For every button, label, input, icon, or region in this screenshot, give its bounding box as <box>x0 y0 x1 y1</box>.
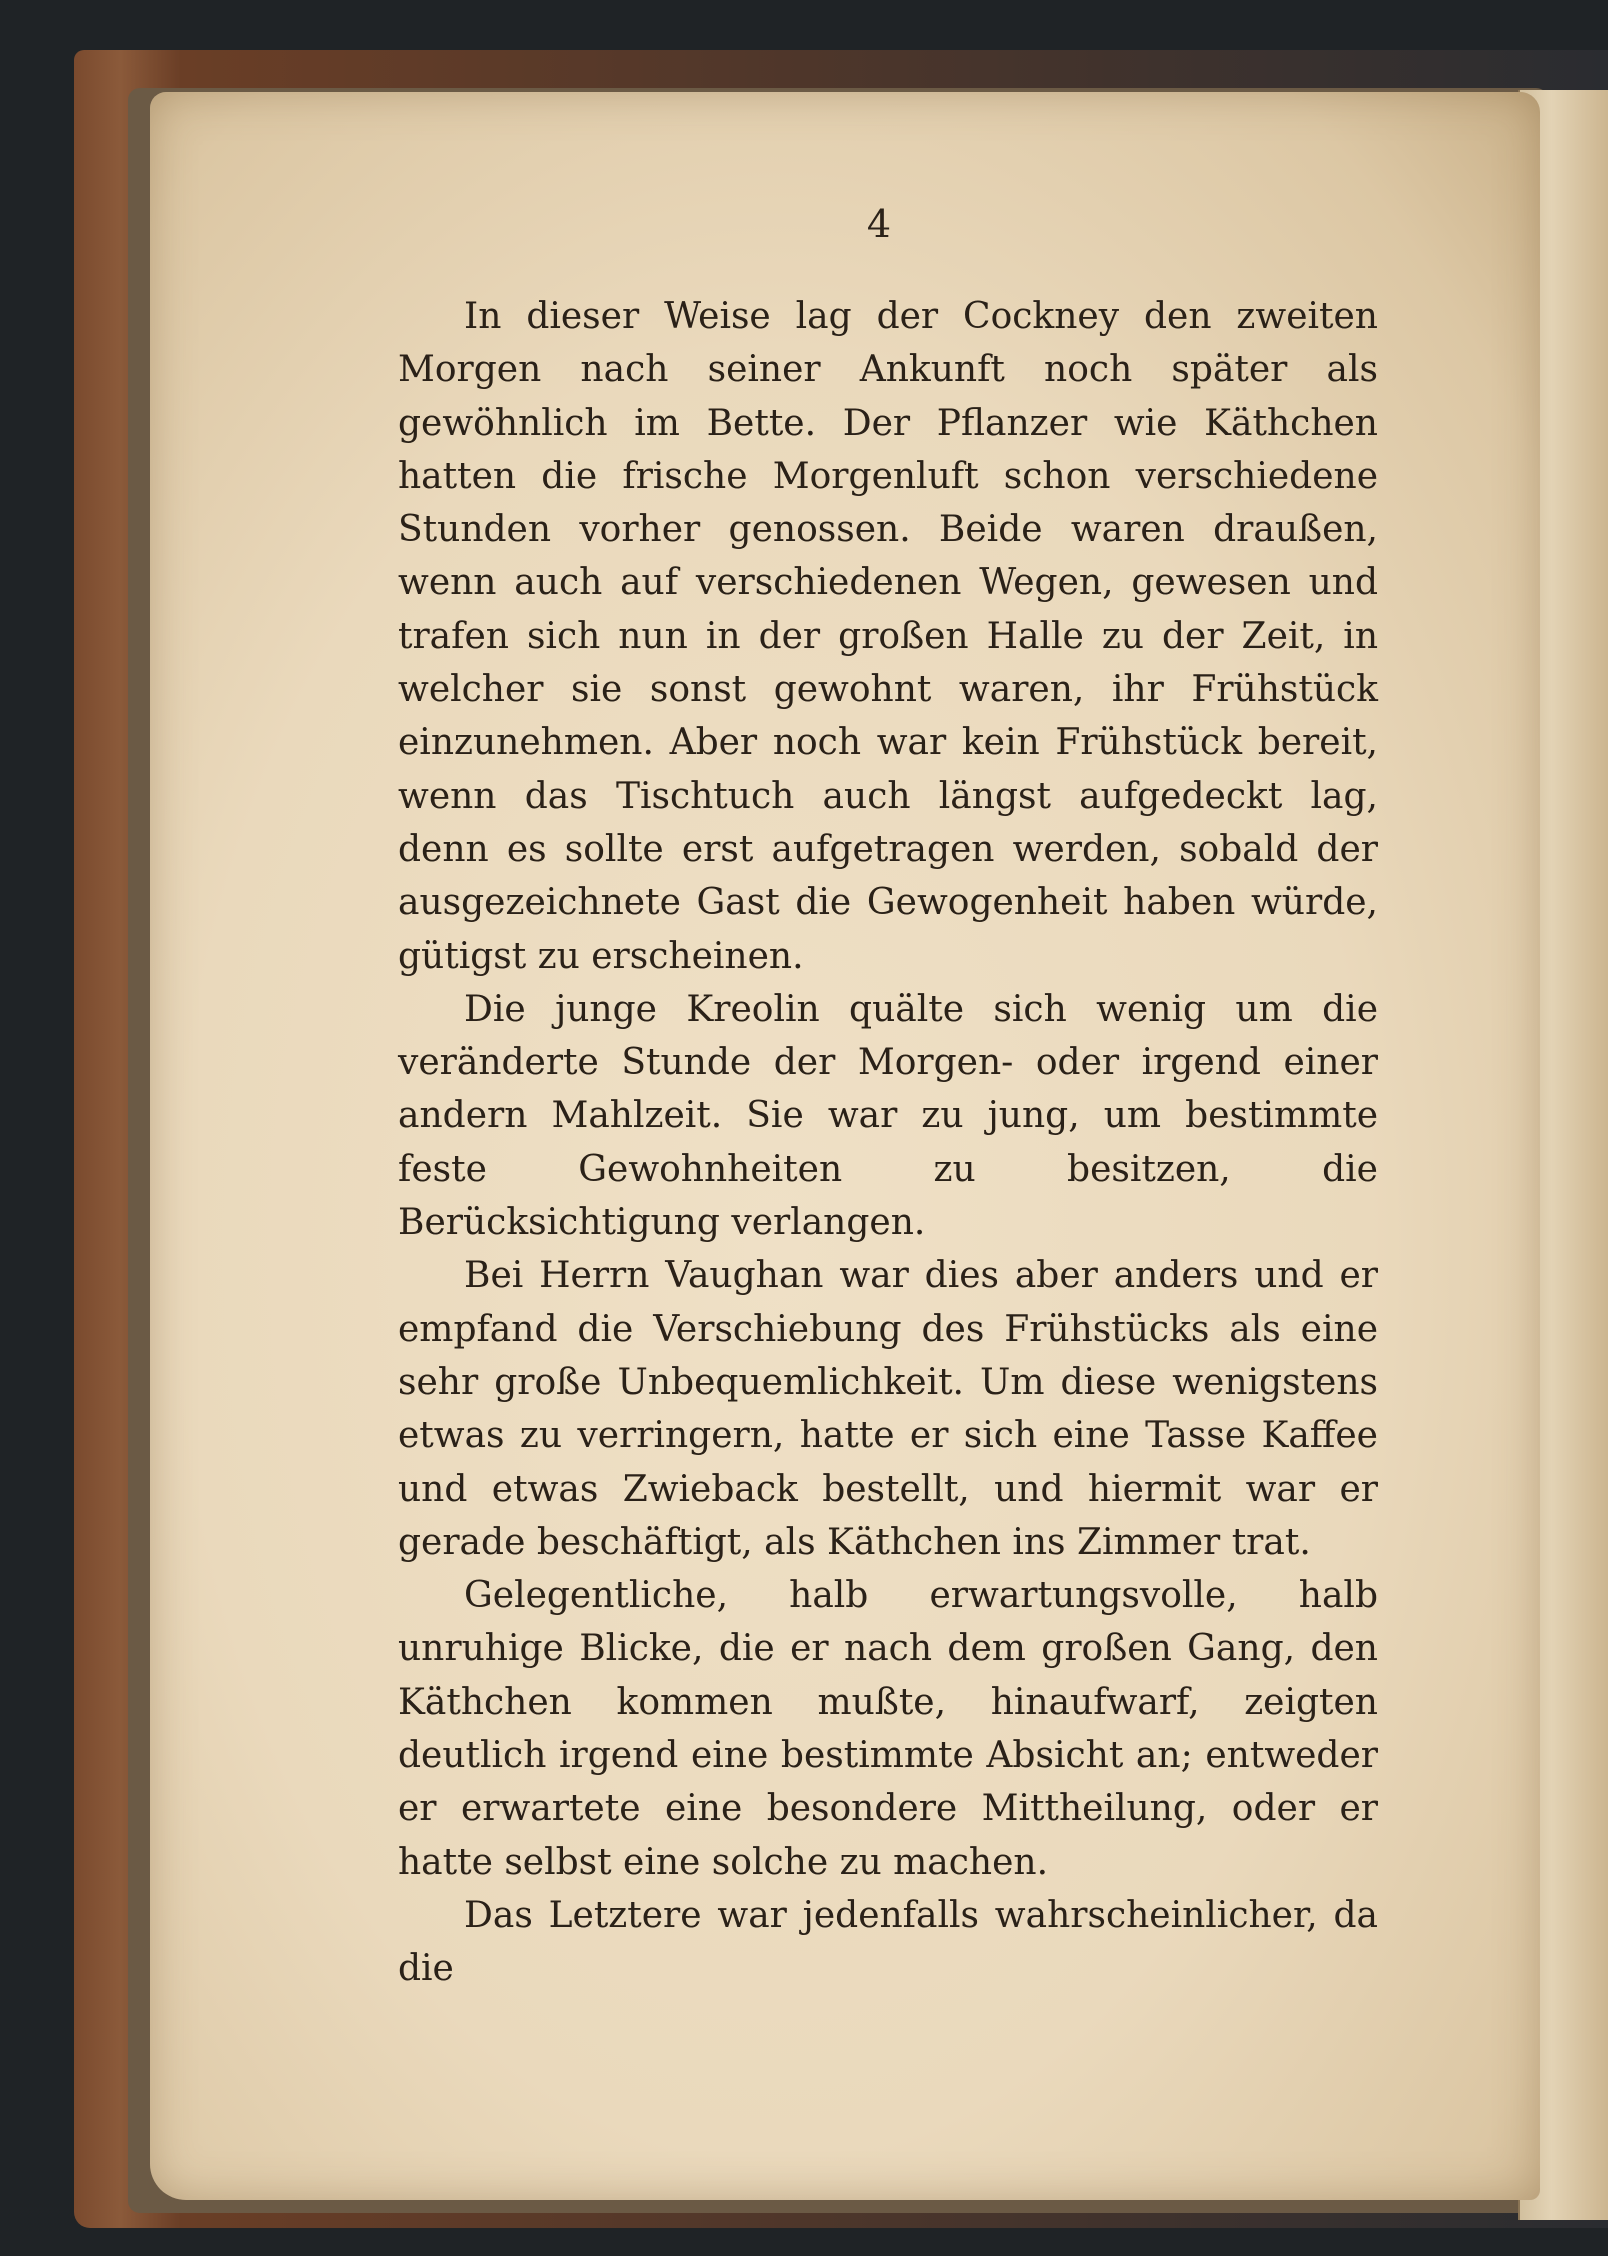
paragraph: Die junge Kreolin quälte sich wenig um die veränderte Stunde der Morgen- oder irgend einer andern Mahlzeit. Sie war zu jung, um bestimmte feste Gewohnheiten zu besitzen, die Berücksichtigung verlangen. <box>398 988 1378 1244</box>
paragraph: Das Letztere war jedenfalls wahrscheinlicher, da die <box>398 1894 1378 1990</box>
paragraph: In dieser Weise lag der Cockney den zweiten Morgen nach seiner Ankunft noch später als gewöhnlich im Bette. Der Pflanzer wie Käthchen hatten die frische Morgenluft schon verschiedene Stunden vorher genossen. Beide waren draußen, wenn auch auf verschiedenen Wegen, gewesen und trafen sich nun in der großen Halle zu der Zeit, in welcher sie sonst gewohnt waren, ihr Frühstück einzunehmen. Aber noch war kein Frühstück bereit, wenn das Tischtuch auch längst aufgedeckt lag, denn es sollte erst aufgetragen werden, sobald der ausgezeichnete Gast die Gewogenheit haben würde, gütigst zu erscheinen. <box>398 296 1378 977</box>
page-number: 4 <box>866 202 892 246</box>
paragraph: Gelegentliche, halb erwartungsvolle, halb unruhige Blicke, die er nach dem großen Gang, den Käthchen kommen mußte, hinaufwarf, zeigten deutlich irgend eine bestimmte Absicht an; entweder er erwartete eine besondere Mittheilung, oder er hatte selbst eine solche zu machen. <box>398 1575 1378 1883</box>
paragraph: Bei Herrn Vaughan war dies aber anders und er empfand die Verschiebung des Frühstücks als eine sehr große Unbequemlichkeit. Um diese wenigstens etwas zu verringern, hatte er sich eine Tasse Kaffee und etwas Zwieback bestellt, und hiermit war er gerade beschäftigt, als Käthchen ins Zimmer trat. <box>398 1255 1378 1563</box>
page-body-text <box>398 290 1378 1996</box>
